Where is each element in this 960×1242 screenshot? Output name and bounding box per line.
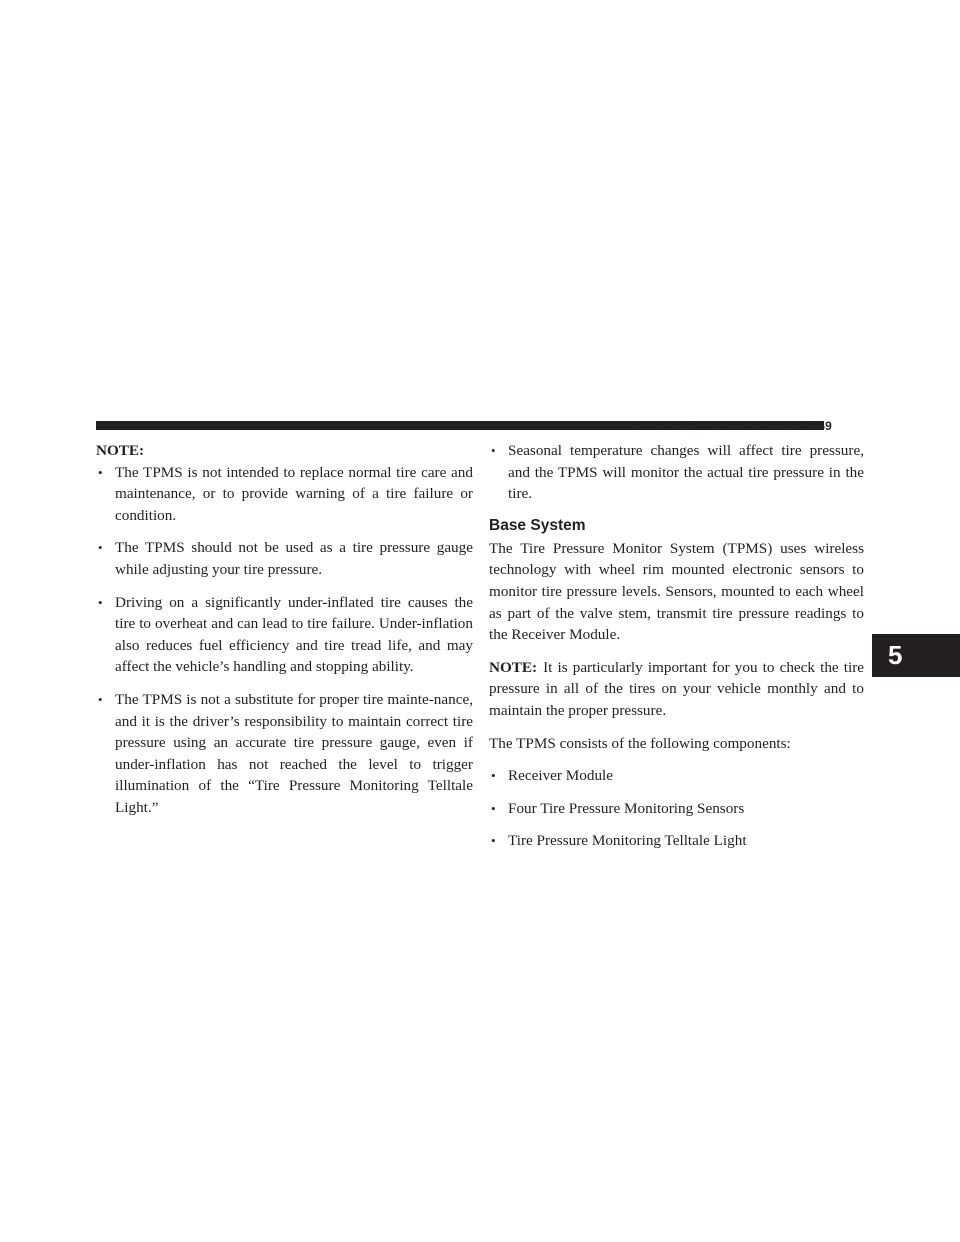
- list-item-text: Receiver Module: [508, 767, 614, 785]
- section-heading: Base System: [489, 516, 586, 534]
- list-item-text: The TPMS should not be used as a tire pressure gauge while adjusting your tire pressure.: [115, 539, 473, 578]
- bullet-icon: •: [98, 594, 103, 610]
- note-heading: NOTE:: [96, 442, 145, 459]
- left-column: [96, 440, 473, 830]
- bullet-icon: •: [491, 833, 496, 849]
- bullet-icon: •: [491, 800, 496, 816]
- components-intro: The TPMS consists of the following components:: [489, 734, 791, 752]
- note-text: It is particularly important for you to check the tire pressure in all of the tires on your vehicle monthly and to maintain the proper pressure.: [489, 658, 864, 719]
- list-item-text: Driving on a significantly under-inflated tire causes the tire to overheat and can lead to tire failure. Under-inflation also reduces fuel efficiency and tire tread life, and may affect the vehicle’s handling and stopping ability.: [115, 593, 473, 676]
- components-list: [489, 765, 864, 852]
- bullet-icon: •: [98, 464, 103, 480]
- note-bullet-list: [96, 462, 473, 819]
- list-item: [489, 830, 864, 852]
- list-item-text: Four Tire Pressure Monitoring Sensors: [508, 799, 745, 817]
- header-section-title: STARTING AND OPERATING: [635, 419, 804, 433]
- list-item-text: Seasonal temperature changes will affect tire pressure, and the TPMS will monitor the actual tire pressure in the tire.: [508, 442, 864, 503]
- list-item: [96, 592, 473, 678]
- note-label: NOTE:: [489, 658, 538, 676]
- list-item: [489, 798, 864, 820]
- list-item: [96, 462, 473, 527]
- running-header: [636, 419, 832, 433]
- list-item: [489, 765, 864, 787]
- bullet-icon: •: [491, 768, 496, 784]
- list-item-text: Tire Pressure Monitoring Telltale Light: [508, 832, 747, 850]
- page-number: 359: [811, 419, 832, 433]
- list-item-text: The TPMS is not a substitute for proper tire mainte-nance, and it is the driver’s responsibility to maintain correct tire pressure using an accurate tire pressure gauge, even if under-inflation has not reached the level to trigger illumination of the “Tire Pressure Monitoring Telltale Light.”: [115, 690, 473, 816]
- bullet-icon: •: [98, 540, 103, 556]
- note-bullet-list-continued: [489, 440, 864, 505]
- right-column: [489, 440, 864, 863]
- intro-paragraph: The Tire Pressure Monitor System (TPMS) uses wireless technology with wheel rim mounted electronic sensors to monitor tire pressure levels. Sensors, mounted to each wheel as part of the valve stem, transmit tire pressure readings to the Receiver Module.: [489, 539, 864, 644]
- list-item: [489, 440, 864, 505]
- chapter-tab: 5: [872, 634, 960, 677]
- list-item-text: The TPMS is not intended to replace normal tire care and maintenance, or to provide warning of a tire failure or condition.: [115, 463, 473, 524]
- bullet-icon: •: [98, 691, 103, 707]
- note-paragraph: [489, 657, 864, 722]
- list-item: [96, 537, 473, 580]
- list-item: [96, 689, 473, 819]
- bullet-icon: •: [491, 443, 496, 458]
